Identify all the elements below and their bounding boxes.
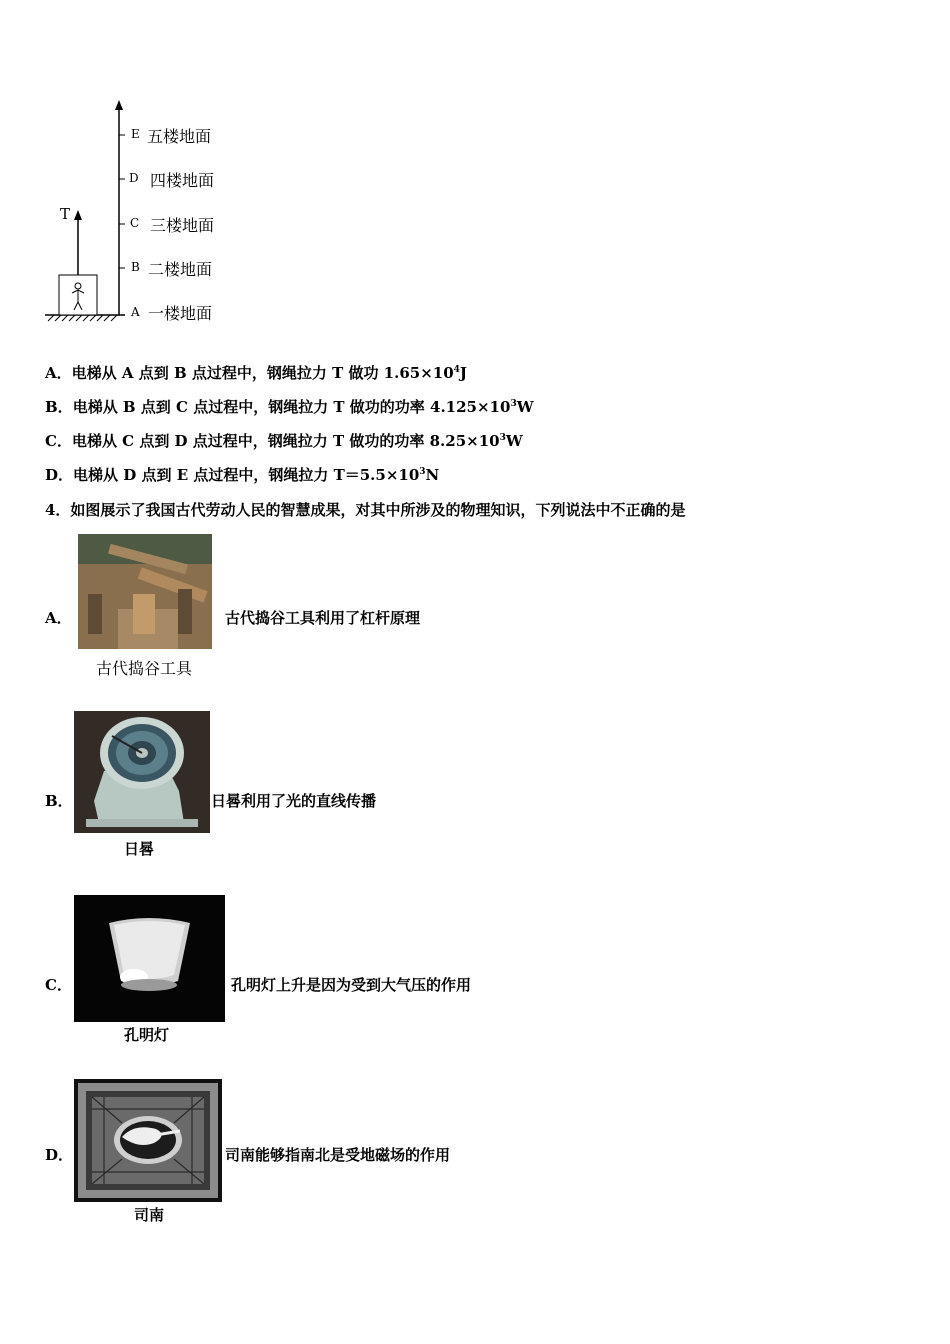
q3-option-c-unit: W	[505, 432, 523, 450]
q4-option-c-letter: C．	[45, 976, 72, 994]
floor-letter-b: B	[131, 260, 140, 274]
floor-label-a: 一楼地面	[148, 304, 213, 323]
q4-option-a-letter: A．	[45, 609, 72, 627]
q3-option-d-unit: N	[425, 466, 440, 484]
elevator-diagram	[40, 95, 240, 330]
q4-option-b-letter: B．	[45, 792, 73, 810]
floor-label-b: 二楼地面	[148, 260, 213, 279]
q4-option-a-text: 古代捣谷工具利用了杠杆原理	[225, 609, 421, 627]
q3-option-a-unit: J	[459, 364, 468, 382]
q4-option-c-text: 孔明灯上升是因为受到大气压的作用	[231, 976, 472, 994]
q3-option-a-sup: 4	[453, 365, 460, 375]
mortar-pestle-image	[78, 534, 212, 649]
force-label: T	[60, 205, 71, 223]
q3-option-b-unit: W	[516, 398, 534, 416]
q4-option-d-caption: 司南	[134, 1206, 165, 1224]
compass-sinan-image	[74, 1079, 222, 1202]
floor-letter-e: E	[131, 127, 140, 141]
q4-stem: 4．如图展示了我国古代劳动人民的智慧成果，对其中所涉及的物理知识，下列说法中不正确的是	[45, 501, 686, 519]
q3-option-c	[45, 430, 523, 451]
q4-option-a-caption: 古代捣谷工具	[96, 659, 193, 678]
q3-option-c-letter: C．	[45, 432, 72, 450]
q3-option-c-sup: 3	[499, 433, 506, 443]
q4-option-b-caption: 日晷	[124, 840, 155, 858]
floor-letter-a: A	[131, 305, 140, 319]
floor-label-c: 三楼地面	[150, 216, 215, 235]
q3-option-a-text: 电梯从 A 点到 B 点过程中，钢绳拉力 T 做功 1.65×10	[71, 364, 454, 382]
q3-option-d-sup: 3	[419, 467, 426, 477]
floor-label-e: 五楼地面	[147, 127, 212, 146]
q3-option-c-text: 电梯从 C 点到 D 点过程中，钢绳拉力 T 做功的功率 8.25×10	[71, 432, 500, 450]
floor-letter-d: D	[129, 171, 139, 185]
q4-option-c-caption: 孔明灯	[124, 1026, 170, 1044]
q4-option-b-text: 日晷利用了光的直线传播	[211, 792, 377, 810]
q4-option-d-text: 司南能够指南北是受地磁场的作用	[225, 1146, 451, 1164]
q3-option-b-sup: 3	[510, 399, 517, 409]
q3-option-a	[45, 362, 467, 383]
q4-option-d-letter: D．	[45, 1146, 74, 1164]
floor-letter-c: C	[130, 216, 140, 230]
q3-option-d-letter: D．	[45, 466, 74, 484]
floor-label-d: 四楼地面	[150, 171, 215, 190]
q3-option-b-letter: B．	[45, 398, 73, 416]
q3-option-a-letter: A．	[45, 364, 72, 382]
sky-lantern-image	[74, 895, 225, 1022]
sundial-image	[74, 711, 210, 833]
q3-option-d-text: 电梯从 D 点到 E 点过程中，钢绳拉力 T＝5.5×10	[73, 466, 420, 484]
q3-option-b-text: 电梯从 B 点到 C 点过程中，钢绳拉力 T 做功的功率 4.125×10	[72, 398, 511, 416]
q3-option-b	[45, 396, 534, 417]
q3-option-d	[45, 464, 439, 485]
